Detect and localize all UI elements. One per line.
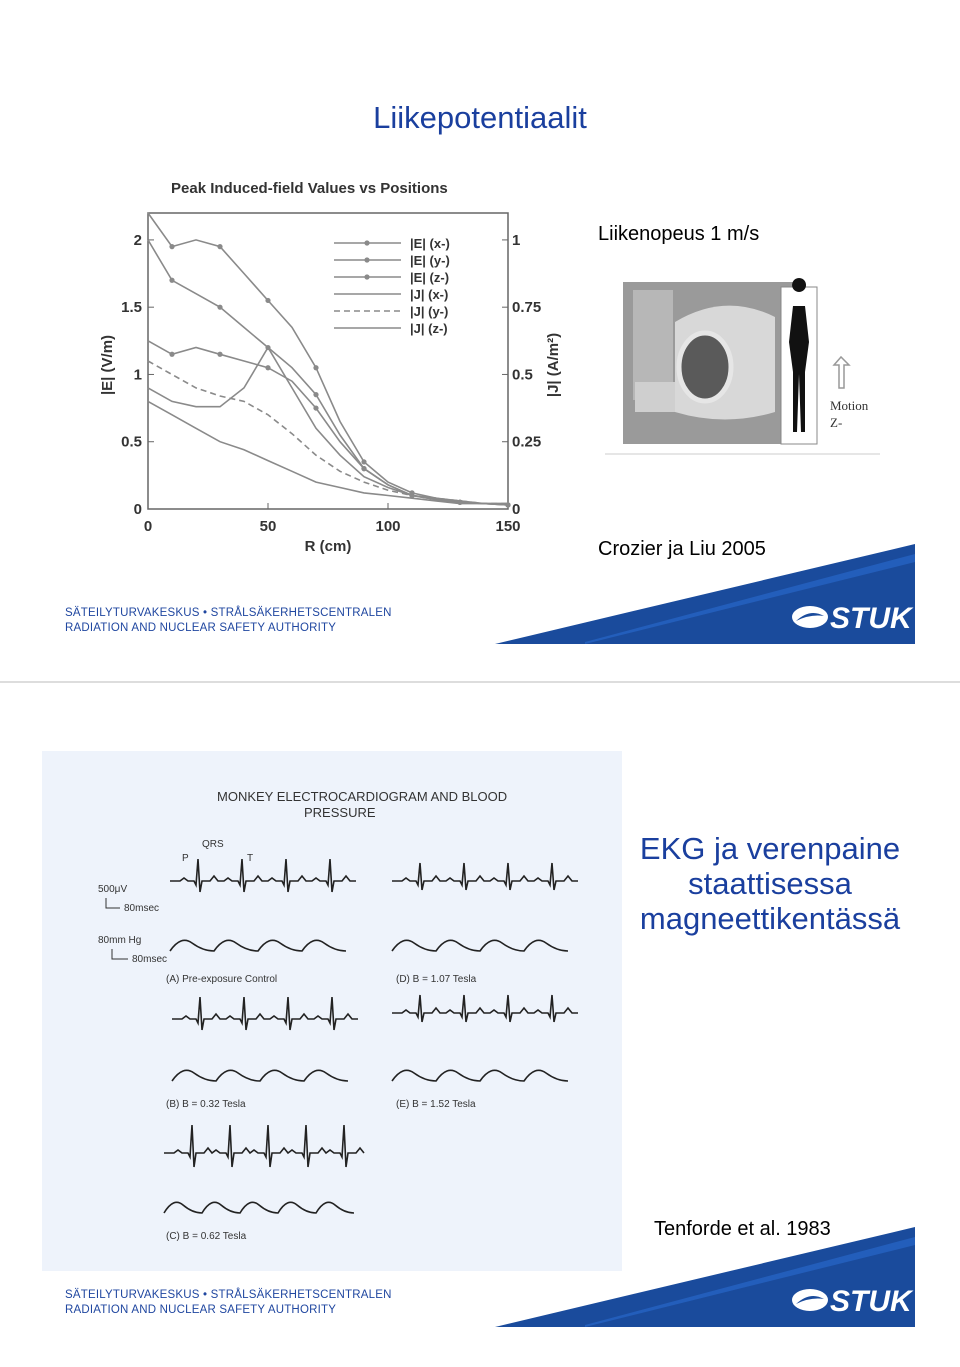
- x-axis-label: R (cm): [304, 538, 352, 555]
- t-label: T: [247, 853, 254, 864]
- title-line-1: EKG ja verenpaine: [639, 831, 901, 866]
- series-2-point: [169, 278, 174, 283]
- series-1-point: [265, 298, 270, 303]
- mri-motion-photo: [605, 262, 880, 457]
- series-line-1: [148, 213, 508, 505]
- x-tick-label: 100: [375, 518, 401, 535]
- panel-label-c: (C) B = 0.62 Tesla: [166, 1231, 247, 1242]
- y2-tick-label: 0.5: [512, 366, 533, 384]
- x-tick-label: 0: [143, 518, 153, 535]
- series-3-point: [217, 352, 222, 357]
- series-3-point: [169, 352, 174, 357]
- legend-marker: [364, 274, 369, 279]
- chart-svg: [96, 155, 562, 555]
- footer-line-2: RADIATION AND NUCLEAR SAFETY AUTHORITY: [65, 622, 337, 634]
- panel-label-b: (B) B = 0.32 Tesla: [166, 1099, 246, 1110]
- figure-title-line-1: MONKEY ELECTROCARDIOGRAM AND BLOOD: [217, 789, 508, 804]
- ekg-trace: [392, 995, 578, 1022]
- stuk-logo-2: [495, 1227, 915, 1327]
- qrs-label: QRS: [202, 839, 224, 850]
- series-line-3: [148, 341, 508, 505]
- blood-pressure-trace: [164, 1202, 354, 1213]
- slide-2: [0, 683, 960, 1367]
- footer: [65, 606, 392, 636]
- blood-pressure-trace: [392, 940, 568, 951]
- scale-time-label-1: 80msec: [124, 903, 160, 914]
- y2-tick-label: 1: [512, 231, 521, 249]
- stuk-logo-2-text: STUK: [830, 1285, 912, 1318]
- blood-pressure-trace: [172, 1070, 348, 1081]
- footer-2-line-2: RADIATION AND NUCLEAR SAFETY AUTHORITY: [65, 1304, 337, 1316]
- legend-label: |J| (z-): [410, 321, 448, 336]
- panel-label-a: (A) Pre-exposure Control: [166, 974, 278, 985]
- motion-arrow-icon: [834, 357, 849, 388]
- scale-voltage-label: 500μV: [98, 884, 128, 895]
- motion-label: Motion: [830, 398, 869, 413]
- footer-2-line-1: SÄTEILYTURVAKESKUS • STRÅLSÄKERHETSCENTRALEN: [65, 1289, 392, 1301]
- chart-title: Peak Induced-field Values vs Positions: [171, 180, 448, 197]
- series-2-point: [313, 392, 318, 397]
- title-line-2: staattisessa: [688, 866, 852, 901]
- title-line-3: magneettikentässä: [639, 901, 901, 936]
- series-2-point: [217, 305, 222, 310]
- ekg-trace: [164, 1125, 364, 1167]
- legend-label: |E| (x-): [410, 236, 450, 251]
- ekg-trace: [392, 863, 578, 890]
- panel-label-e: (E) B = 1.52 Tesla: [396, 1099, 476, 1110]
- y2-tick-label: 0.25: [512, 433, 542, 451]
- stuk-logo-text: STUK: [830, 602, 912, 635]
- slide-2-title: [620, 831, 920, 936]
- y2-tick-label: 0.75: [512, 299, 542, 317]
- series-3-point: [265, 365, 270, 370]
- series-3-point: [313, 405, 318, 410]
- blood-pressure-trace: [392, 1070, 568, 1081]
- series-1-point: [361, 459, 366, 464]
- y2-tick-label: 0: [512, 501, 521, 518]
- stuk-logo: [495, 544, 915, 644]
- y-tick-label: 0: [133, 501, 142, 518]
- scale-pressure-label: 80mm Hg: [98, 935, 142, 946]
- series-1-point: [313, 365, 318, 370]
- y-tick-label: 2: [133, 231, 142, 249]
- plot-frame: [148, 213, 508, 509]
- panel-label-d: (D) B = 1.07 Tesla: [396, 974, 477, 985]
- footer-line-1: SÄTEILYTURVAKESKUS • STRÅLSÄKERHETSCENTRALEN: [65, 607, 392, 619]
- scale-bar-ekg: [106, 898, 120, 908]
- slide-1: [0, 0, 960, 682]
- source-caption: Crozier ja Liu 2005: [598, 538, 766, 560]
- ekg-trace: [172, 997, 358, 1030]
- footer-2: [65, 1288, 392, 1318]
- p-label: P: [182, 853, 189, 864]
- scale-time-label-2: 80msec: [132, 954, 168, 965]
- series-1-point: [169, 244, 174, 249]
- slide-2-source-caption: Tenforde et al. 1983: [654, 1218, 831, 1240]
- series-line-2: [148, 240, 508, 505]
- x-tick-label: 50: [259, 518, 277, 535]
- x-tick-label: 150: [495, 518, 521, 535]
- figure-title-line-2: PRESSURE: [304, 805, 376, 820]
- series-3-point: [361, 466, 366, 471]
- stuk-logo-mark: [792, 606, 828, 628]
- series-line-6: [148, 401, 508, 503]
- legend-label: |E| (y-): [410, 253, 450, 268]
- legend-label: |J| (y-): [410, 304, 449, 319]
- y2-axis-label: |J| (A/m²): [545, 332, 562, 398]
- legend-label: |J| (x-): [410, 287, 449, 302]
- legend-marker: [364, 257, 369, 262]
- slide-title: Liikepotentiaalit: [373, 100, 587, 135]
- axis-label: Z-: [830, 415, 843, 430]
- induced-field-chart: [96, 155, 562, 555]
- scanner-bore: [679, 333, 731, 401]
- ekg-trace: [170, 859, 356, 892]
- speed-caption: Liikenopeus 1 m/s: [598, 223, 760, 245]
- y-tick-label: 1.5: [121, 299, 142, 317]
- legend-marker: [364, 240, 369, 245]
- y-axis-label: |E| (V/m): [99, 334, 116, 396]
- scale-bar-pressure: [112, 949, 128, 959]
- y-tick-label: 1: [133, 366, 142, 384]
- legend-label: |E| (z-): [410, 270, 450, 285]
- ekg-figure: [42, 751, 622, 1271]
- series-1-point: [217, 244, 222, 249]
- blood-pressure-trace: [170, 940, 346, 951]
- y-tick-label: 0.5: [121, 433, 142, 451]
- stuk-logo-2-mark: [792, 1289, 828, 1311]
